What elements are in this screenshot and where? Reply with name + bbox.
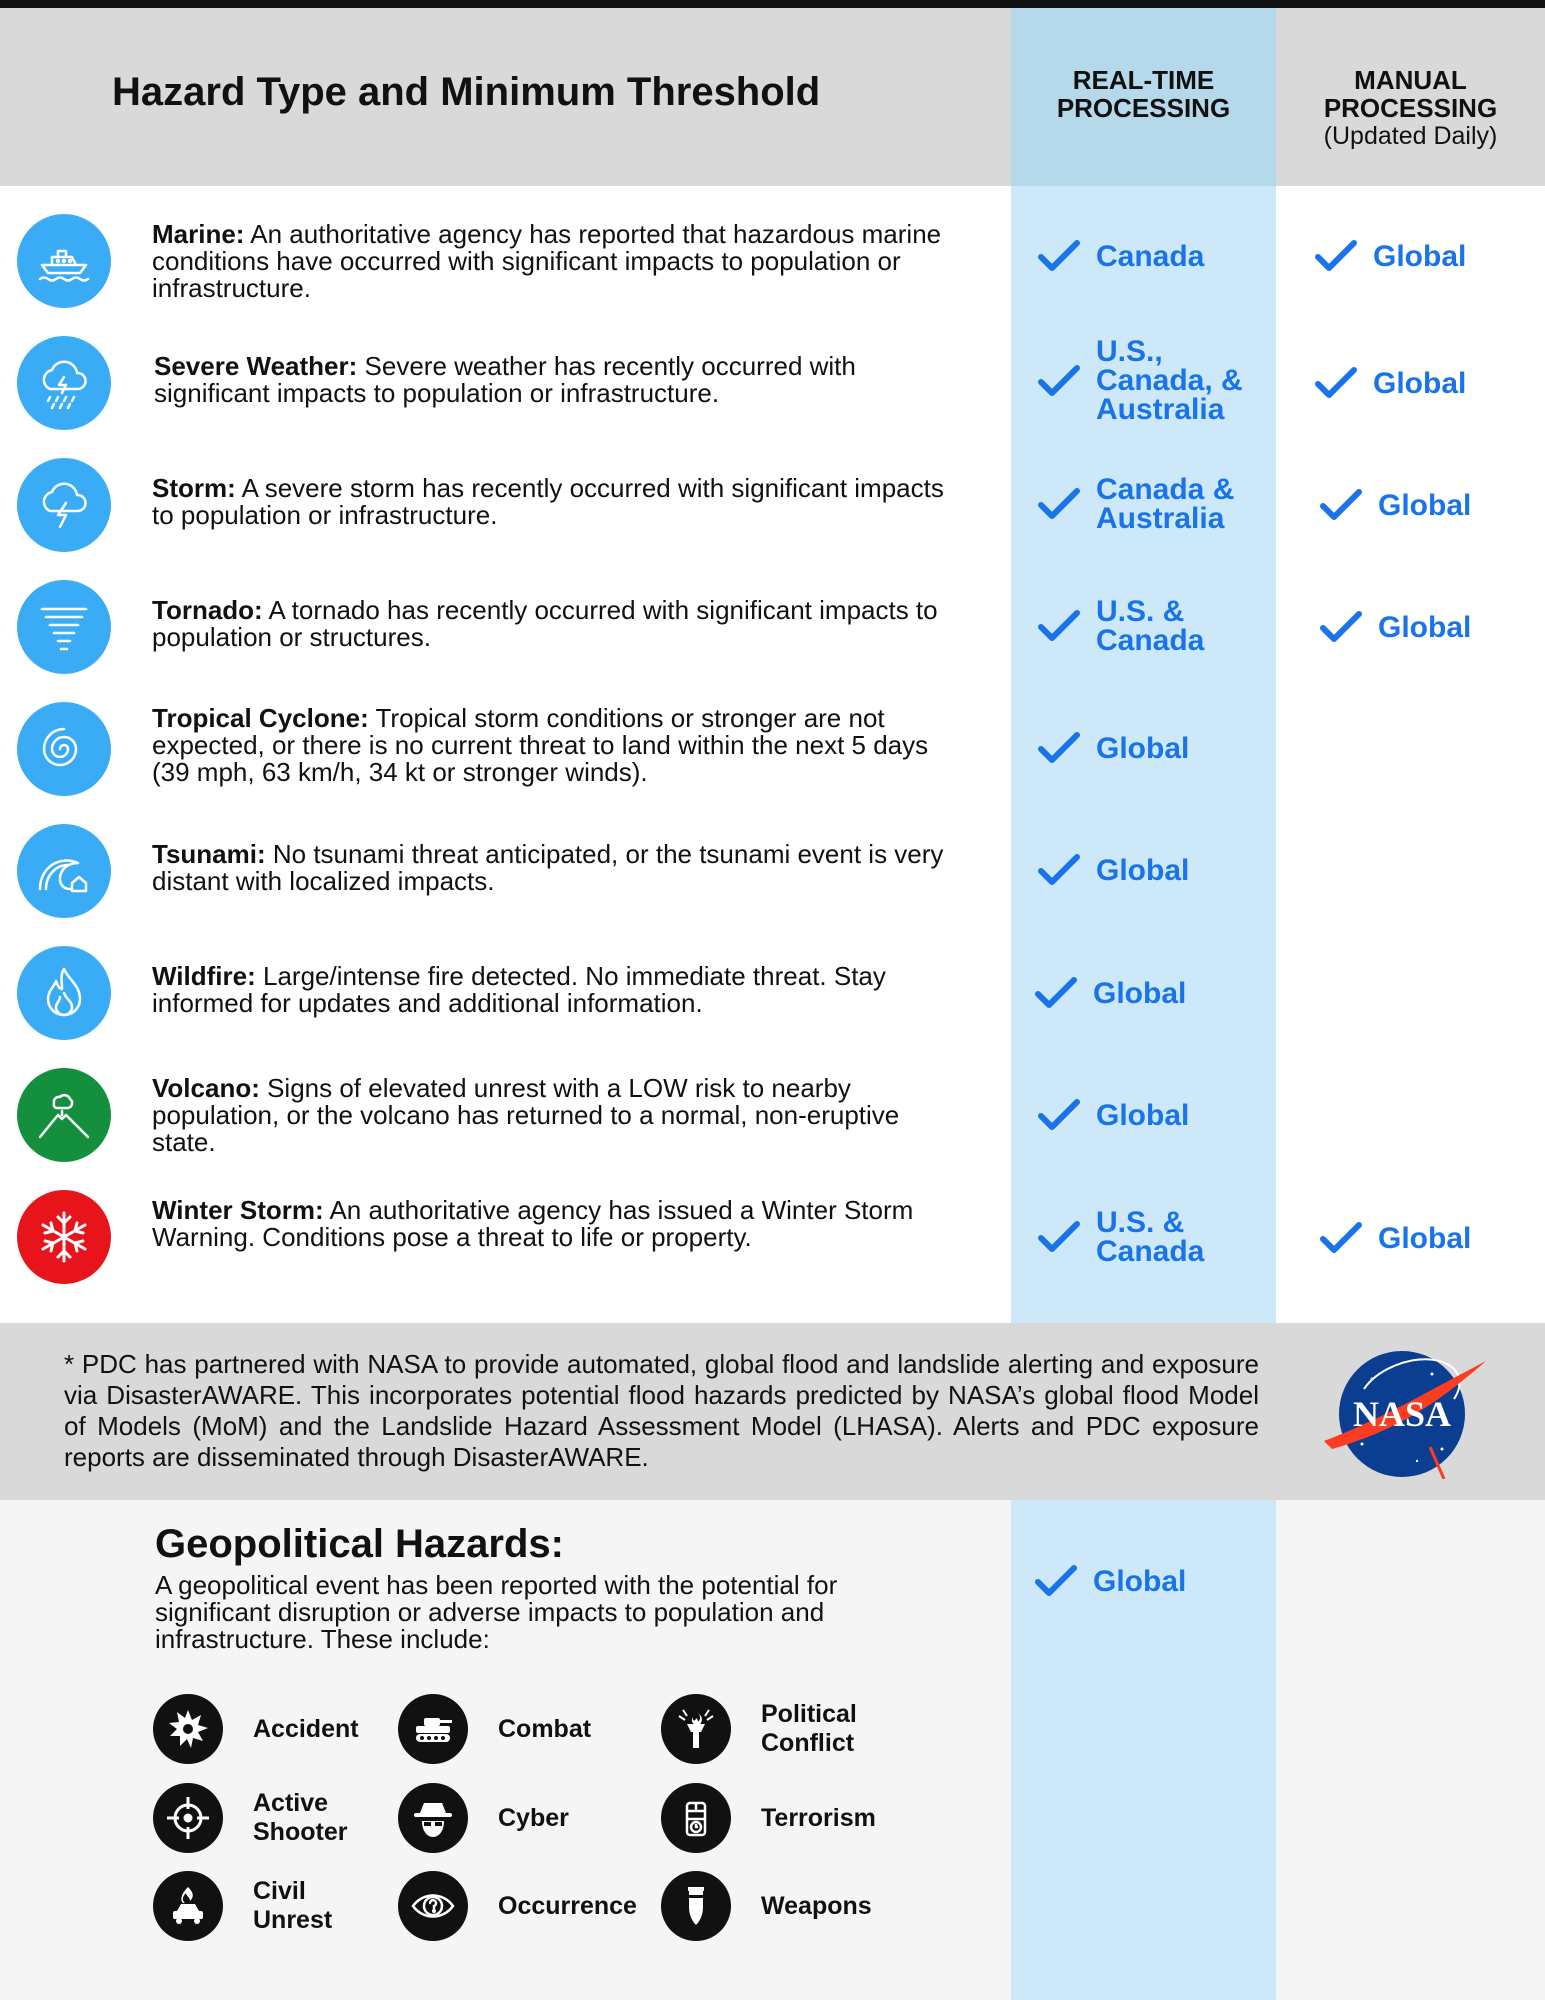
checkmark-icon xyxy=(1036,1214,1082,1260)
checkmark-icon xyxy=(1033,970,1079,1016)
checkmark-icon xyxy=(1318,482,1364,528)
checkmark-icon xyxy=(1036,358,1082,404)
manual-column-subtitle: (Updated Daily) xyxy=(1323,122,1498,150)
realtime-check-severe-weather: U.S., Canada, & Australia xyxy=(1036,337,1243,424)
realtime-check-volcano: Global xyxy=(1036,1092,1189,1138)
cyclone-icon xyxy=(17,702,111,796)
realtime-check-marine: Canada xyxy=(1036,233,1204,279)
hazard-description: Wildfire: Large/intense fire detected. No immediate threat. Stay informed for updates and additional information. xyxy=(152,961,886,1018)
geo-item-political-conflict: Political Conflict xyxy=(661,1694,857,1764)
hazard-row-storm xyxy=(0,441,1011,563)
geo-item-combat: Combat xyxy=(398,1694,591,1764)
manual-column-header xyxy=(1276,66,1545,150)
tank-icon xyxy=(398,1694,468,1764)
manual-check-tornado: Global xyxy=(1318,604,1471,650)
bomb-vest-icon xyxy=(661,1783,731,1853)
tsunami-icon xyxy=(17,824,111,918)
hazard-row-winter-storm xyxy=(0,1173,1011,1295)
hazard-description: Severe Weather: Severe weather has recently occurred with significant impacts to population or infrastructure. xyxy=(154,351,856,408)
table-header xyxy=(0,8,1545,186)
realtime-check-tornado: U.S. & Canada xyxy=(1036,597,1204,655)
nasa-note xyxy=(0,1323,1545,1500)
volcano-icon xyxy=(17,1068,111,1162)
missile-icon xyxy=(661,1871,731,1941)
hazard-description: Tropical Cyclone: Tropical storm conditions or stronger are not expected, or there is no current threat to land within the next 5 days (39 mph, 63 km/h, 34 kt or stronger winds). xyxy=(152,703,929,787)
hazard-description: Winter Storm: An authoritative agency has issued a Winter Storm Warning. Conditions pose a threat to life or property. xyxy=(152,1195,914,1252)
checkmark-icon xyxy=(1313,233,1359,279)
hazard-description: Volcano: Signs of elevated unrest with a LOW risk to nearby population, or the volcano has returned to a normal, non-eruptive state. xyxy=(152,1073,900,1157)
realtime-check-storm: Canada & Australia xyxy=(1036,475,1234,533)
hazard-description: Tornado: A tornado has recently occurred with significant impacts to population or structures. xyxy=(152,595,938,652)
manual-check-marine: Global xyxy=(1313,233,1466,279)
crosshair-icon xyxy=(153,1783,223,1853)
manual-column-title: MANUAL PROCESSING xyxy=(1323,65,1498,123)
checkmark-icon xyxy=(1036,1092,1082,1138)
hazard-description: Storm: A severe storm has recently occurred with significant impacts to population or infrastructure. xyxy=(152,473,944,530)
geo-item-terrorism: Terrorism xyxy=(661,1783,876,1853)
hacker-icon xyxy=(398,1783,468,1853)
realtime-check-winter-storm: U.S. & Canada xyxy=(1036,1208,1204,1266)
nasa-logo xyxy=(1322,1349,1488,1479)
checkmark-icon xyxy=(1036,481,1082,527)
geopolitical-intro: A geopolitical event has been reported with the potential for significant disruption or adverse impacts to population and infrastructure. These include: xyxy=(155,1570,838,1654)
hazard-row-tsunami xyxy=(0,807,1011,929)
manual-check-winter-storm: Global xyxy=(1318,1215,1471,1261)
page-title: Hazard Type and Minimum Threshold xyxy=(112,70,821,114)
thunderstorm-icon xyxy=(17,336,111,430)
checkmark-icon xyxy=(1036,725,1082,771)
manual-check-severe-weather: Global xyxy=(1313,360,1466,406)
snowflake-icon xyxy=(17,1190,111,1284)
checkmark-icon xyxy=(1036,847,1082,893)
geo-item-civil-unrest: Civil Unrest xyxy=(153,1871,332,1941)
geo-item-active-shooter: Active Shooter xyxy=(153,1783,347,1853)
realtime-check-wildfire: Global xyxy=(1033,970,1186,1016)
ship-icon xyxy=(17,214,111,308)
geo-item-accident: Accident xyxy=(153,1694,359,1764)
hazard-description: Tsunami: No tsunami threat anticipated, or the tsunami event is very distant with localized impacts. xyxy=(152,839,944,896)
tornado-icon xyxy=(17,580,111,674)
hazard-row-tropical-cyclone xyxy=(0,685,1011,807)
checkmark-icon xyxy=(1318,604,1364,650)
realtime-check-tsunami: Global xyxy=(1036,847,1189,893)
nasa-note-text: * PDC has partnered with NASA to provide automated, global flood and landslide alerting and exposure via DisasterAWARE. This incorporates potential flood hazards predicted by NASA’s global flood Model of Models (MoM) and the Landslide Hazard Assessment Model (LHASA). Alerts and PDC exposure reports are disseminated through DisasterAWARE. xyxy=(64,1349,1259,1472)
geo-item-occurrence: Occurrence xyxy=(398,1871,637,1941)
fire-icon xyxy=(17,946,111,1040)
realtime-column-header: REAL-TIME PROCESSING xyxy=(1056,65,1231,123)
realtime-check-tropical-cyclone: Global xyxy=(1036,725,1189,771)
geo-item-cyber: Cyber xyxy=(398,1783,569,1853)
svg-text:NASA: NASA xyxy=(1352,1394,1452,1434)
top-border xyxy=(0,0,1545,8)
storm-icon xyxy=(17,458,111,552)
checkmark-icon xyxy=(1036,233,1082,279)
hazard-row-severe-weather xyxy=(0,319,1011,441)
geo-item-weapons: Weapons xyxy=(661,1871,872,1941)
checkmark-icon xyxy=(1033,1558,1079,1604)
hazard-row-tornado xyxy=(0,563,1011,685)
burning-car-icon xyxy=(153,1871,223,1941)
hazard-row-marine xyxy=(0,197,1011,319)
checkmark-icon xyxy=(1036,603,1082,649)
geopolitical-heading: Geopolitical Hazards: xyxy=(155,1522,564,1566)
checkmark-icon xyxy=(1313,360,1359,406)
manual-check-storm: Global xyxy=(1318,482,1471,528)
hazard-row-volcano xyxy=(0,1051,1011,1173)
hazard-description: Marine: An authoritative agency has reported that hazardous marine conditions have occurred with significant impacts to population or infrastructure. xyxy=(152,219,942,303)
torch-icon xyxy=(661,1694,731,1764)
realtime-check-geopolitical: Global xyxy=(1033,1558,1186,1604)
hazard-row-wildfire xyxy=(0,929,1011,1051)
checkmark-icon xyxy=(1318,1215,1364,1261)
geopolitical-section xyxy=(0,1500,1545,2000)
explosion-icon xyxy=(153,1694,223,1764)
eye-question-icon xyxy=(398,1871,468,1941)
